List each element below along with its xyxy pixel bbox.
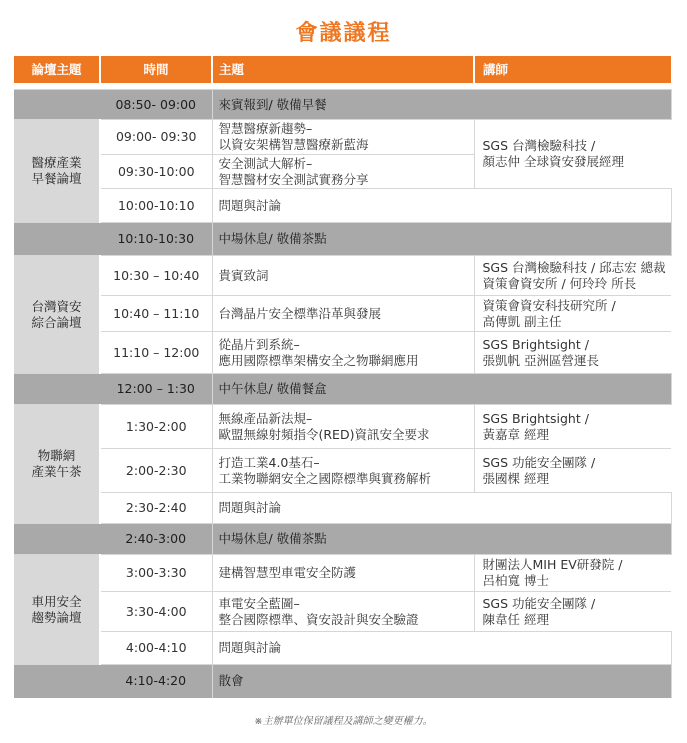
agenda-row — [14, 632, 671, 665]
speaker-cell — [474, 555, 671, 592]
time-cell: 2:30-2:40 — [100, 493, 212, 524]
topic-line: 以資安架構智慧醫療新藍海 — [218, 137, 369, 152]
agenda-row — [14, 256, 671, 296]
topic-line: 整合國際標準、資安設計與安全驗證 — [218, 611, 419, 627]
forum-name-line: 早餐論壇 — [31, 171, 82, 186]
agenda-row-break — [14, 374, 671, 405]
forum-cell — [14, 120, 100, 223]
time-cell: 3:00-3:30 — [100, 555, 212, 592]
forum-cell — [14, 405, 100, 524]
topic-cell — [212, 632, 671, 665]
speaker-line: 顏志仲 全球資安發展經理 — [482, 154, 624, 169]
topic-line: 智慧醫材安全測試實務分享 — [218, 171, 369, 187]
agenda-row — [14, 449, 671, 493]
header-forum: 論壇主題 — [14, 56, 100, 83]
speaker-line: 高傳凱 副主任 — [482, 313, 562, 329]
agenda-row — [14, 332, 671, 374]
topic-line: 安全測試大解析– — [218, 155, 313, 171]
time-cell: 4:10-4:20 — [100, 665, 212, 698]
agenda-row — [14, 592, 671, 632]
topic-line: 中場休息/ 敬備茶點 — [218, 531, 327, 546]
topic-line: 問題與討論 — [218, 500, 282, 515]
forum-name-line: 物聯網 — [37, 448, 76, 463]
topic-line: 來賓報到/ 敬備早餐 — [218, 96, 327, 112]
forum-name-line: 趨勢論壇 — [31, 609, 82, 625]
time-cell: 10:40 – 11:10 — [100, 296, 212, 332]
agenda-row — [14, 405, 671, 449]
speaker-cell — [474, 296, 671, 332]
agenda-row-break — [14, 223, 671, 256]
time-cell: 10:30 – 10:40 — [100, 256, 212, 296]
agenda-row — [14, 493, 671, 524]
time-cell: 1:30-2:00 — [100, 405, 212, 449]
topic-line: 台灣晶片安全標準沿革與發展 — [218, 305, 382, 321]
speaker-line: 張國棵 經理 — [482, 470, 549, 486]
topic-line: 散會 — [218, 673, 244, 689]
topic-cell — [212, 332, 474, 374]
topic-cell — [212, 555, 474, 592]
speaker-cell — [474, 332, 671, 374]
topic-cell — [212, 189, 671, 223]
topic-line: 智慧醫療新趨勢– — [218, 121, 313, 136]
speaker-line: 資策會資安科技研究所 / — [482, 297, 616, 313]
topic-line: 工業物聯網安全之國際標準與實務解析 — [218, 470, 432, 486]
forum-name-line: 醫療產業 — [31, 155, 82, 170]
agenda-row — [14, 555, 671, 592]
forum-name-line: 綜合論壇 — [31, 314, 82, 330]
agenda-table — [14, 56, 672, 698]
forum-cell — [14, 256, 100, 374]
speaker-line: SGS 台灣檢驗科技 / 邱志宏 總裁 — [482, 259, 666, 275]
forum-name-line: 台灣資安 — [31, 298, 82, 314]
topic-line: 問題與討論 — [218, 640, 282, 655]
agenda-row — [14, 120, 671, 155]
topic-cell — [212, 223, 671, 256]
topic-line: 中場休息/ 敬備茶點 — [218, 231, 327, 246]
forum-name-line: 產業午茶 — [31, 464, 82, 479]
time-cell: 10:00-10:10 — [100, 189, 212, 223]
topic-cell — [212, 665, 671, 698]
speaker-line: SGS 台灣檢驗科技 / — [482, 138, 596, 153]
speaker-cell — [474, 256, 671, 296]
topic-cell — [212, 256, 474, 296]
topic-line: 無線產品新法規– — [218, 410, 313, 426]
topic-cell — [212, 493, 671, 524]
topic-cell — [212, 405, 474, 449]
time-cell: 08:50- 09:00 — [100, 90, 212, 120]
topic-line: 打造工業4.0基石– — [218, 454, 320, 470]
header-time: 時間 — [100, 56, 212, 83]
topic-line: 歐盟無線射頻指令(RED)資訊安全要求 — [218, 426, 430, 442]
agenda-row — [14, 296, 671, 332]
topic-line: 問題與討論 — [218, 197, 282, 213]
speaker-line: SGS Brightsight / — [482, 410, 589, 426]
header-speaker: 講師 — [474, 56, 671, 83]
forum-cell — [14, 555, 100, 665]
speaker-line: 陳韋任 經理 — [482, 611, 549, 627]
time-cell: 2:00-2:30 — [100, 449, 212, 493]
time-cell: 10:10-10:30 — [100, 223, 212, 256]
speaker-line: SGS Brightsight / — [482, 336, 589, 352]
speaker-cell — [474, 592, 671, 632]
speaker-line: 資策會資安所 / 何玲玲 所長 — [482, 275, 637, 291]
agenda-row-break — [14, 665, 671, 698]
topic-line: 從晶片到系統– — [218, 336, 300, 352]
speaker-line: 財團法人MIH EV研發院 / — [482, 557, 623, 572]
forum-cell-empty — [14, 374, 100, 405]
topic-cell — [212, 90, 671, 120]
header-row — [14, 56, 671, 83]
topic-cell — [212, 524, 671, 555]
speaker-cell — [474, 405, 671, 449]
topic-line: 車電安全藍圖– — [218, 595, 300, 611]
speaker-line: SGS 功能安全團隊 / — [482, 454, 596, 470]
topic-line: 建構智慧型車電安全防護 — [218, 565, 357, 580]
forum-cell-empty — [14, 665, 100, 698]
topic-line: 貴賓致詞 — [218, 267, 269, 283]
topic-cell — [212, 120, 474, 155]
speaker-cell — [474, 120, 671, 189]
agenda-row-break — [14, 90, 671, 120]
header-topic: 主題 — [212, 56, 474, 83]
speaker-line: 張凱帆 亞洲區營運長 — [482, 352, 599, 368]
speaker-line: 黃嘉章 經理 — [482, 426, 549, 442]
footnote: ※主辦單位保留議程及講師之變更權力。 — [254, 716, 433, 727]
topic-cell — [212, 155, 474, 189]
forum-name-line: 車用安全 — [31, 593, 82, 609]
agenda-row-break — [14, 524, 671, 555]
agenda-row — [14, 189, 671, 223]
time-cell: 11:10 – 12:00 — [100, 332, 212, 374]
topic-cell — [212, 592, 474, 632]
time-cell: 3:30-4:00 — [100, 592, 212, 632]
forum-cell-empty — [14, 223, 100, 256]
time-cell: 2:40-3:00 — [100, 524, 212, 555]
time-cell: 09:30-10:00 — [100, 155, 212, 189]
speaker-cell — [474, 449, 671, 493]
topic-cell — [212, 449, 474, 493]
speaker-line: 呂柏寬 博士 — [482, 573, 549, 588]
time-cell: 4:00-4:10 — [100, 632, 212, 665]
forum-cell-empty — [14, 90, 100, 120]
time-cell: 09:00- 09:30 — [100, 120, 212, 155]
topic-line: 中午休息/ 敬備餐盒 — [218, 381, 327, 396]
time-cell: 12:00 – 1:30 — [100, 374, 212, 405]
page-title: 會議議程 — [295, 21, 392, 46]
topic-cell — [212, 374, 671, 405]
forum-cell-empty — [14, 524, 100, 555]
speaker-line: SGS 功能安全團隊 / — [482, 595, 596, 611]
topic-cell — [212, 296, 474, 332]
topic-line: 應用國際標準架構安全之物聯網應用 — [218, 352, 419, 368]
